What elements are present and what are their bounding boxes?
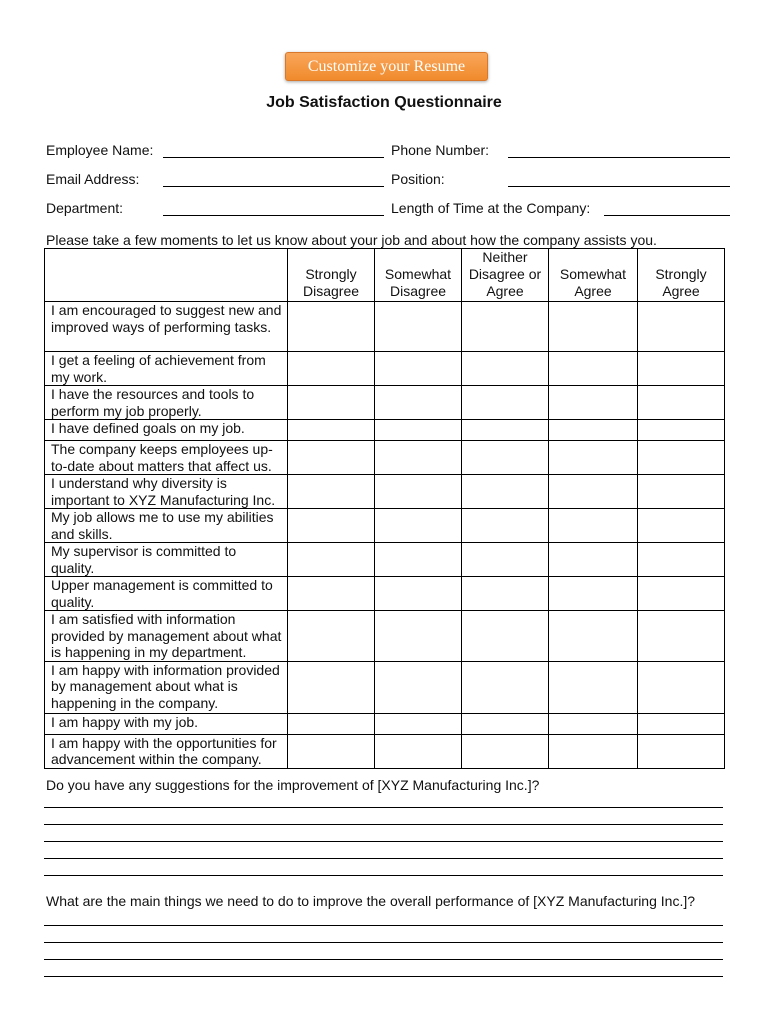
- rating-cell[interactable]: [375, 420, 462, 441]
- rating-cell[interactable]: [549, 475, 638, 509]
- suggestions-answer-line[interactable]: [44, 875, 723, 876]
- customize-resume-button[interactable]: Customize your Resume: [285, 52, 488, 81]
- position-field[interactable]: [508, 186, 730, 187]
- statement-cell: I have the resources and tools to perform my job properly.: [45, 386, 288, 420]
- rating-cell[interactable]: [638, 734, 725, 768]
- rating-cell[interactable]: [462, 441, 549, 475]
- rating-cell[interactable]: [375, 352, 462, 386]
- rating-cell[interactable]: [638, 420, 725, 441]
- column-header-somewhat-disagree: Somewhat Disagree: [375, 249, 462, 302]
- table-row: [45, 386, 725, 420]
- rating-cell[interactable]: [375, 543, 462, 577]
- rating-cell[interactable]: [288, 713, 375, 734]
- email-address-field[interactable]: [163, 186, 384, 187]
- rating-cell[interactable]: [288, 352, 375, 386]
- statement-cell: Upper management is committed to quality.: [45, 577, 288, 611]
- rating-cell[interactable]: [288, 611, 375, 662]
- rating-cell[interactable]: [375, 441, 462, 475]
- rating-cell[interactable]: [288, 441, 375, 475]
- email-address-label: Email Address:: [46, 171, 140, 187]
- improve-performance-question: What are the main things we need to do to improve the overall performance of [XYZ Manufacturing Inc.]?: [46, 893, 696, 909]
- table-row: [45, 713, 725, 734]
- table-row: [45, 302, 725, 352]
- rating-cell[interactable]: [638, 611, 725, 662]
- page-title: Job Satisfaction Questionnaire: [266, 94, 502, 111]
- rating-cell[interactable]: [638, 543, 725, 577]
- improve-performance-answer-line[interactable]: [44, 942, 723, 943]
- rating-cell[interactable]: [462, 352, 549, 386]
- table-row: [45, 577, 725, 611]
- improve-performance-answer-line[interactable]: [44, 976, 723, 977]
- suggestions-answer-line[interactable]: [44, 807, 723, 808]
- rating-cell[interactable]: [549, 352, 638, 386]
- rating-cell[interactable]: [549, 713, 638, 734]
- intro-text: Please take a few moments to let us know about your job and about how the company assists you.: [46, 232, 657, 248]
- rating-cell[interactable]: [549, 302, 638, 352]
- rating-cell[interactable]: [288, 577, 375, 611]
- rating-cell[interactable]: [462, 713, 549, 734]
- rating-cell[interactable]: [288, 509, 375, 543]
- suggestions-answer-line[interactable]: [44, 824, 723, 825]
- statement-cell: I understand why diversity is important to XYZ Manufacturing Inc.: [45, 475, 288, 509]
- rating-cell[interactable]: [638, 713, 725, 734]
- suggestions-answer-line[interactable]: [44, 858, 723, 859]
- table-row: [45, 611, 725, 662]
- rating-cell[interactable]: [375, 611, 462, 662]
- table-row: [45, 352, 725, 386]
- statement-cell: I am happy with my job.: [45, 713, 288, 734]
- satisfaction-table: [44, 248, 725, 769]
- rating-cell[interactable]: [462, 734, 549, 768]
- table-row: [45, 441, 725, 475]
- suggestions-question: Do you have any suggestions for the improvement of [XYZ Manufacturing Inc.]?: [46, 777, 540, 793]
- rating-cell[interactable]: [462, 577, 549, 611]
- statement-cell: I am encouraged to suggest new and improved ways of performing tasks.: [45, 302, 288, 352]
- rating-cell[interactable]: [638, 441, 725, 475]
- suggestions-answer-line[interactable]: [44, 841, 723, 842]
- rating-cell[interactable]: [638, 386, 725, 420]
- rating-cell[interactable]: [462, 420, 549, 441]
- rating-cell[interactable]: [549, 577, 638, 611]
- rating-cell[interactable]: [462, 543, 549, 577]
- rating-cell[interactable]: [549, 661, 638, 713]
- rating-cell[interactable]: [375, 302, 462, 352]
- rating-cell[interactable]: [549, 611, 638, 662]
- position-label: Position:: [391, 171, 445, 187]
- column-header-strongly-agree: Strongly Agree: [638, 249, 725, 302]
- table-header-row: [45, 249, 725, 302]
- rating-cell[interactable]: [375, 509, 462, 543]
- rating-cell[interactable]: [462, 386, 549, 420]
- improve-performance-answer-line[interactable]: [44, 959, 723, 960]
- table-row: [45, 475, 725, 509]
- length-of-time-label: Length of Time at the Company:: [391, 200, 591, 216]
- rating-cell[interactable]: [549, 420, 638, 441]
- rating-cell[interactable]: [288, 420, 375, 441]
- rating-cell[interactable]: [375, 734, 462, 768]
- rating-cell[interactable]: [638, 352, 725, 386]
- table-row: [45, 509, 725, 543]
- rating-cell[interactable]: [638, 302, 725, 352]
- rating-cell[interactable]: [288, 734, 375, 768]
- rating-cell[interactable]: [288, 661, 375, 713]
- rating-cell[interactable]: [288, 543, 375, 577]
- rating-cell[interactable]: [462, 661, 549, 713]
- statement-cell: My job allows me to use my abilities and skills.: [45, 509, 288, 543]
- table-row: [45, 734, 725, 768]
- rating-cell[interactable]: [638, 475, 725, 509]
- rating-cell[interactable]: [375, 713, 462, 734]
- rating-cell[interactable]: [638, 509, 725, 543]
- rating-cell[interactable]: [288, 475, 375, 509]
- statement-cell: I am satisfied with information provided by management about what is happening in my department.: [45, 611, 288, 662]
- column-header-somewhat-agree: Somewhat Agree: [549, 249, 638, 302]
- rating-cell[interactable]: [462, 509, 549, 543]
- rating-cell[interactable]: [462, 611, 549, 662]
- statement-cell: I am happy with information provided by management about what is happening in the company.: [45, 661, 288, 713]
- phone-number-label: Phone Number:: [391, 142, 490, 158]
- length-of-time-field[interactable]: [604, 215, 730, 216]
- rating-cell[interactable]: [375, 475, 462, 509]
- rating-cell[interactable]: [288, 302, 375, 352]
- rating-cell[interactable]: [549, 509, 638, 543]
- rating-cell[interactable]: [549, 734, 638, 768]
- rating-cell[interactable]: [549, 441, 638, 475]
- rating-cell[interactable]: [638, 577, 725, 611]
- rating-cell[interactable]: [549, 543, 638, 577]
- column-header-strongly-disagree: Strongly Disagree: [288, 249, 375, 302]
- statement-column-header: [45, 249, 288, 302]
- rating-cell[interactable]: [638, 661, 725, 713]
- rating-cell[interactable]: [462, 302, 549, 352]
- statement-cell: I am happy with the opportunities for advancement within the company.: [45, 734, 288, 768]
- employee-name-label: Employee Name:: [46, 142, 154, 158]
- statement-cell: My supervisor is committed to quality.: [45, 543, 288, 577]
- department-label: Department:: [46, 200, 124, 216]
- employee-name-field[interactable]: [163, 157, 384, 158]
- department-field[interactable]: [163, 215, 384, 216]
- rating-cell[interactable]: [462, 475, 549, 509]
- phone-number-field[interactable]: [508, 157, 730, 158]
- improve-performance-answer-line[interactable]: [44, 925, 723, 926]
- rating-cell[interactable]: [375, 661, 462, 713]
- table-row: [45, 661, 725, 713]
- rating-cell[interactable]: [549, 386, 638, 420]
- rating-cell[interactable]: [288, 386, 375, 420]
- column-header-neither: Neither Disagree or Agree: [462, 249, 549, 302]
- statement-cell: The company keeps employees up-to-date about matters that affect us.: [45, 441, 288, 475]
- statement-cell: I get a feeling of achievement from my work.: [45, 352, 288, 386]
- rating-cell[interactable]: [375, 577, 462, 611]
- table-row: [45, 420, 725, 441]
- statement-cell: I have defined goals on my job.: [45, 420, 288, 441]
- rating-cell[interactable]: [375, 386, 462, 420]
- table-row: [45, 543, 725, 577]
